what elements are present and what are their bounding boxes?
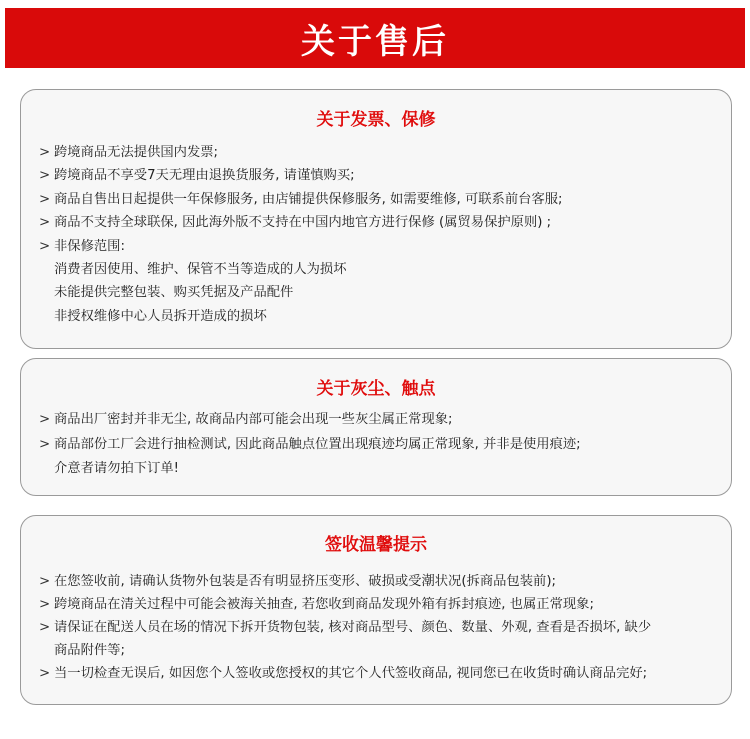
list-item: > 商品部份工厂会进行抽检测试, 因此商品触点位置出现痕迹均属正常现象, 并非是使用痕迹; bbox=[39, 433, 719, 458]
section-invoice-warranty bbox=[20, 89, 732, 349]
chevron-right-icon: > bbox=[39, 238, 51, 254]
list-item: > 跨境商品在清关过程中可能会被海关抽查, 若您收到商品发现外箱有拆封痕迹, 也属正常现象; bbox=[39, 593, 719, 616]
section-title: 关于灰尘、触点 bbox=[316, 379, 436, 399]
list-item: 消费者因使用、维护、保管不当等造成的人为损坏 bbox=[54, 262, 347, 278]
list-item: > 跨境商品无法提供国内发票; bbox=[39, 141, 719, 164]
list-item: 非授权维修中心人员拆开造成的损坏 bbox=[54, 308, 267, 324]
chevron-right-icon: > bbox=[39, 215, 51, 231]
list-item: 未能提供完整包装、购买凭据及产品配件 bbox=[54, 285, 294, 301]
chevron-right-icon: > bbox=[39, 597, 51, 612]
page-title: 关于售后 bbox=[301, 21, 449, 62]
section-title: 签收温馨提示 bbox=[325, 535, 427, 555]
list-item: > 商品不支持全球联保, 因此海外版不支持在中国内地官方进行保修 (属贸易保护原则) ; bbox=[39, 211, 719, 234]
list-item: 介意者请勿拍下订单! bbox=[54, 461, 180, 476]
chevron-right-icon: > bbox=[39, 574, 51, 589]
section-list bbox=[39, 408, 719, 482]
list-item: 商品附件等; bbox=[54, 643, 125, 658]
chevron-right-icon: > bbox=[39, 666, 51, 681]
list-item: > 在您签收前, 请确认货物外包装是否有明显挤压变形、破损或受潮状况(拆商品包装前); bbox=[39, 570, 719, 593]
list-item: > 非保修范围: bbox=[39, 235, 719, 258]
chevron-right-icon: > bbox=[39, 145, 51, 160]
list-item: > 商品自售出日起提供一年保修服务, 由店铺提供保修服务, 如需要维修, 可联系前台客服; bbox=[39, 188, 719, 211]
header-banner bbox=[5, 8, 745, 68]
chevron-right-icon: > bbox=[39, 436, 51, 452]
list-item: > 请保证在配送人员在场的情况下拆开货物包装, 核对商品型号、颜色、数量、外观, 查看是否损坏, 缺少 bbox=[39, 616, 719, 639]
section-dust-contacts bbox=[20, 358, 732, 496]
list-item: > 跨境商品不享受7天无理由退换货服务, 请谨慎购买; bbox=[39, 164, 719, 187]
section-title: 关于发票、保修 bbox=[316, 110, 436, 130]
list-item: > 当一切检查无误后, 如因您个人签收或您授权的其它个人代签收商品, 视同您已在收货时确认商品完好; bbox=[39, 662, 719, 685]
chevron-right-icon: > bbox=[39, 620, 51, 635]
section-list bbox=[39, 570, 719, 685]
chevron-right-icon: > bbox=[39, 191, 51, 207]
section-list bbox=[39, 141, 719, 328]
chevron-right-icon: > bbox=[39, 168, 51, 184]
chevron-right-icon: > bbox=[39, 412, 51, 427]
section-receipt-tips bbox=[20, 515, 732, 705]
list-item: > 商品出厂密封并非无尘, 故商品内部可能会出现一些灰尘属正常现象; bbox=[39, 408, 719, 433]
